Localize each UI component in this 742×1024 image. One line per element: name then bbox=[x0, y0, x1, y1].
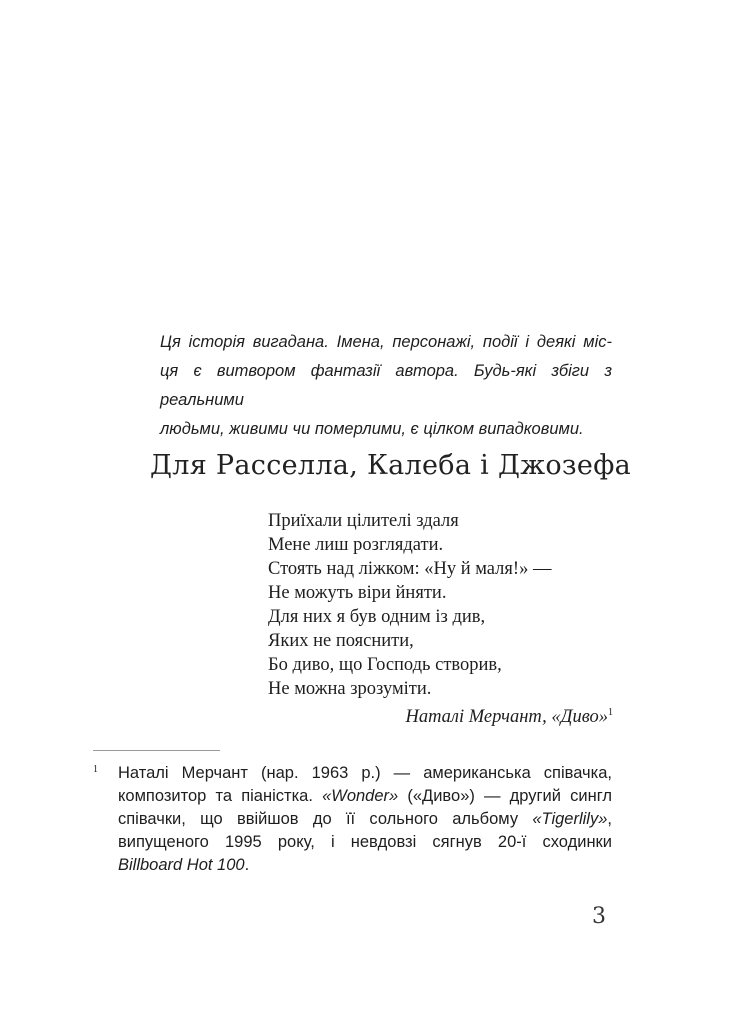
chart-name: Billboard Hot 100 bbox=[118, 856, 245, 874]
dedication-heading: Для Расселла, Калеба і Джозефа bbox=[150, 450, 632, 481]
footnote-reference[interactable]: 1 bbox=[608, 707, 613, 718]
footnote-marker: 1 bbox=[93, 764, 98, 775]
verse-line: Бо диво, що Господь створив, bbox=[268, 655, 502, 675]
disclaimer-line-2: ця є витвором фантазії автора. Будь-які збіги з реальними bbox=[160, 362, 612, 409]
verse-line: Мене лиш розглядати. bbox=[268, 535, 444, 555]
footnote-text: композитор та піаністка. bbox=[118, 787, 323, 805]
footnote-line: випущеного 1995 року, і невдовзі сягнув 20-ї сходинки bbox=[118, 833, 612, 851]
song-title: «Wonder» bbox=[322, 787, 399, 805]
verse-line: Приїхали цілителі здаля bbox=[268, 511, 459, 531]
footnote-text: , bbox=[607, 810, 612, 828]
footnote-line: Наталі Мерчант (нар. 1963 р.) — американська співачка, bbox=[118, 764, 612, 782]
epigraph-attribution bbox=[268, 701, 613, 729]
footnote bbox=[93, 762, 612, 877]
epigraph bbox=[268, 509, 613, 729]
verse-line: Для них я був одним із див, bbox=[268, 607, 486, 627]
attribution-text: Наталі Мерчант, «Диво» bbox=[405, 707, 608, 727]
verse-line: Стоять над ліжком: «Ну й маля!» — bbox=[268, 559, 552, 579]
footnote-line bbox=[118, 785, 612, 808]
footnote-divider bbox=[93, 750, 220, 751]
footnote-text: («Диво») — другий сингл bbox=[398, 787, 612, 805]
footnote-text: . bbox=[244, 856, 250, 874]
disclaimer-paragraph bbox=[160, 328, 612, 444]
verse-line: Не можуть віри йняти. bbox=[268, 583, 447, 603]
footnote-line bbox=[118, 808, 612, 831]
album-title: «Tigerlily» bbox=[532, 810, 608, 828]
footnote-text: співачки, що ввійшов до її сольного альбому bbox=[118, 810, 533, 828]
verse-line: Не можна зрозуміти. bbox=[268, 679, 432, 699]
disclaimer-line-1: Ця історія вигадана. Імена, персонажі, події і деякі міс- bbox=[160, 333, 612, 351]
disclaimer-line-3: людьми, живими чи померлими, є цілком випадковими. bbox=[160, 420, 584, 438]
page-number: 3 bbox=[592, 904, 606, 929]
footnote-line bbox=[118, 854, 612, 877]
verse-line: Яких не пояснити, bbox=[268, 631, 414, 651]
